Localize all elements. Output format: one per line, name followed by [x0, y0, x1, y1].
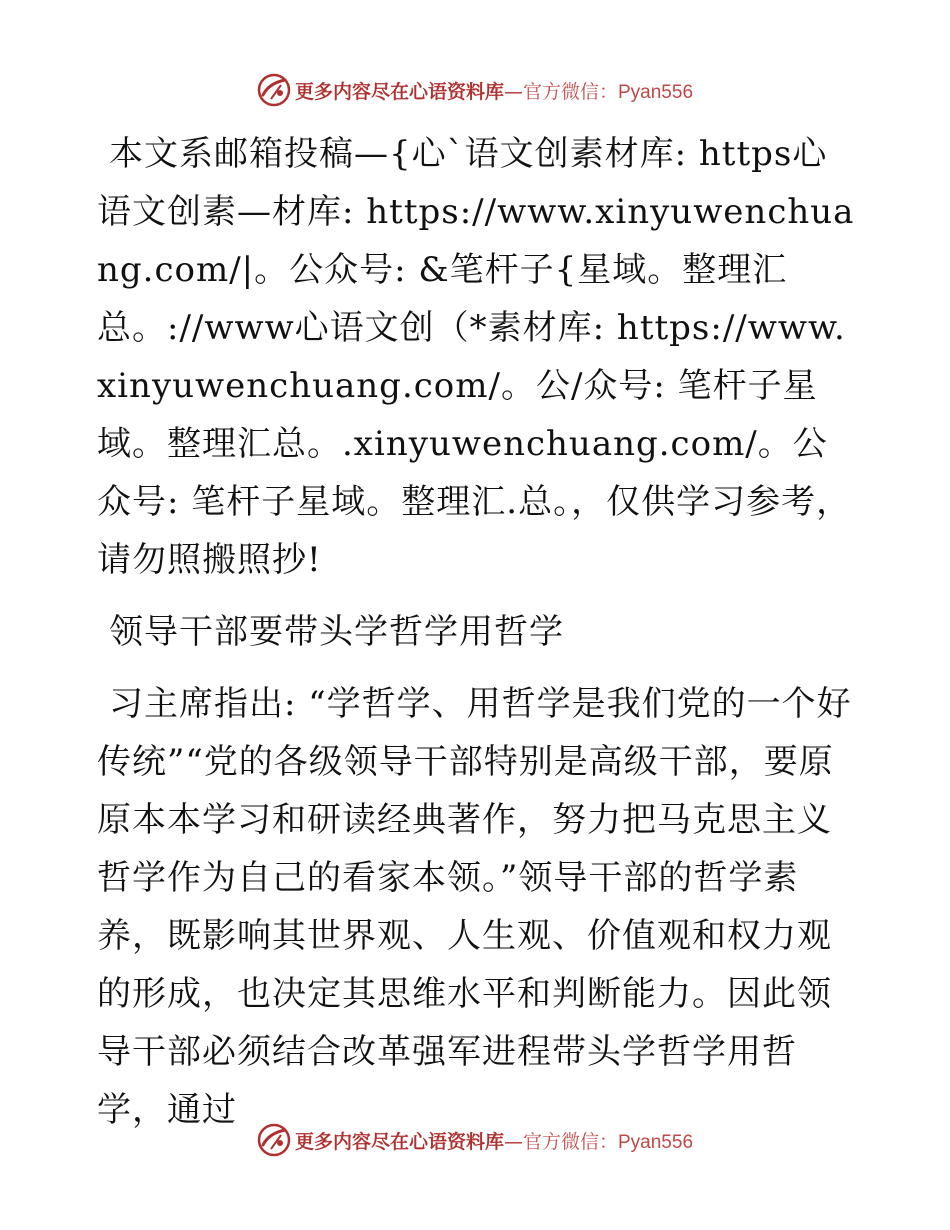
watermark-dash: — [503, 1130, 523, 1153]
header-watermark [0, 70, 950, 110]
body-paragraph: 习主席指出: “学哲学、用哲学是我们党的一个好传统”“党的各级领导干部特别是高级干部，要原原本本学习和研读经典著作，努力把马克思主义哲学作为自己的看家本领。”领导干部的哲学素养，既影响其世界观、人生观、价值观和权力观的形成，也决定其思维水平和判断能力。因此领导干部必须结合改革强军进程带头学哲学用哲学，通过 [97, 684, 852, 1130]
watermark-site-name: 更多内容尽在心语资料库 [294, 1130, 504, 1153]
document-body [97, 125, 857, 1139]
disclaimer-paragraph: 本文系邮箱投稿—{心`语文创素材库: https心语文创素—材库: https://www.xinyuwenchuang.com/|。公众号: &笔杆子{星域。整理汇总。://www心语文创（*素材库: https://www.xinyuwenchuang.com/。公/众号: 笔杆子星域。整理汇总。.xinyuwenchuang.com/。公众号: 笔杆子星域。整理汇.总。，仅供学习参考，请勿照搬照抄! [97, 134, 855, 580]
article-title: 领导干部要带头学哲学用哲学 [109, 612, 564, 652]
brush-logo-icon [257, 1123, 291, 1157]
watermark-text [295, 1127, 693, 1154]
footer-watermark [0, 1120, 950, 1160]
watermark-wechat-label: 官方微信： [522, 80, 618, 103]
watermark-site-name: 更多内容尽在心语资料库 [294, 80, 504, 103]
watermark-dash: — [503, 80, 523, 103]
watermark-wechat-label: 官方微信： [522, 1130, 618, 1153]
watermark-text [295, 77, 693, 104]
watermark-wechat-id: Pyan556 [618, 81, 694, 103]
watermark-wechat-id: Pyan556 [618, 1131, 694, 1153]
brush-logo-icon [257, 73, 291, 107]
